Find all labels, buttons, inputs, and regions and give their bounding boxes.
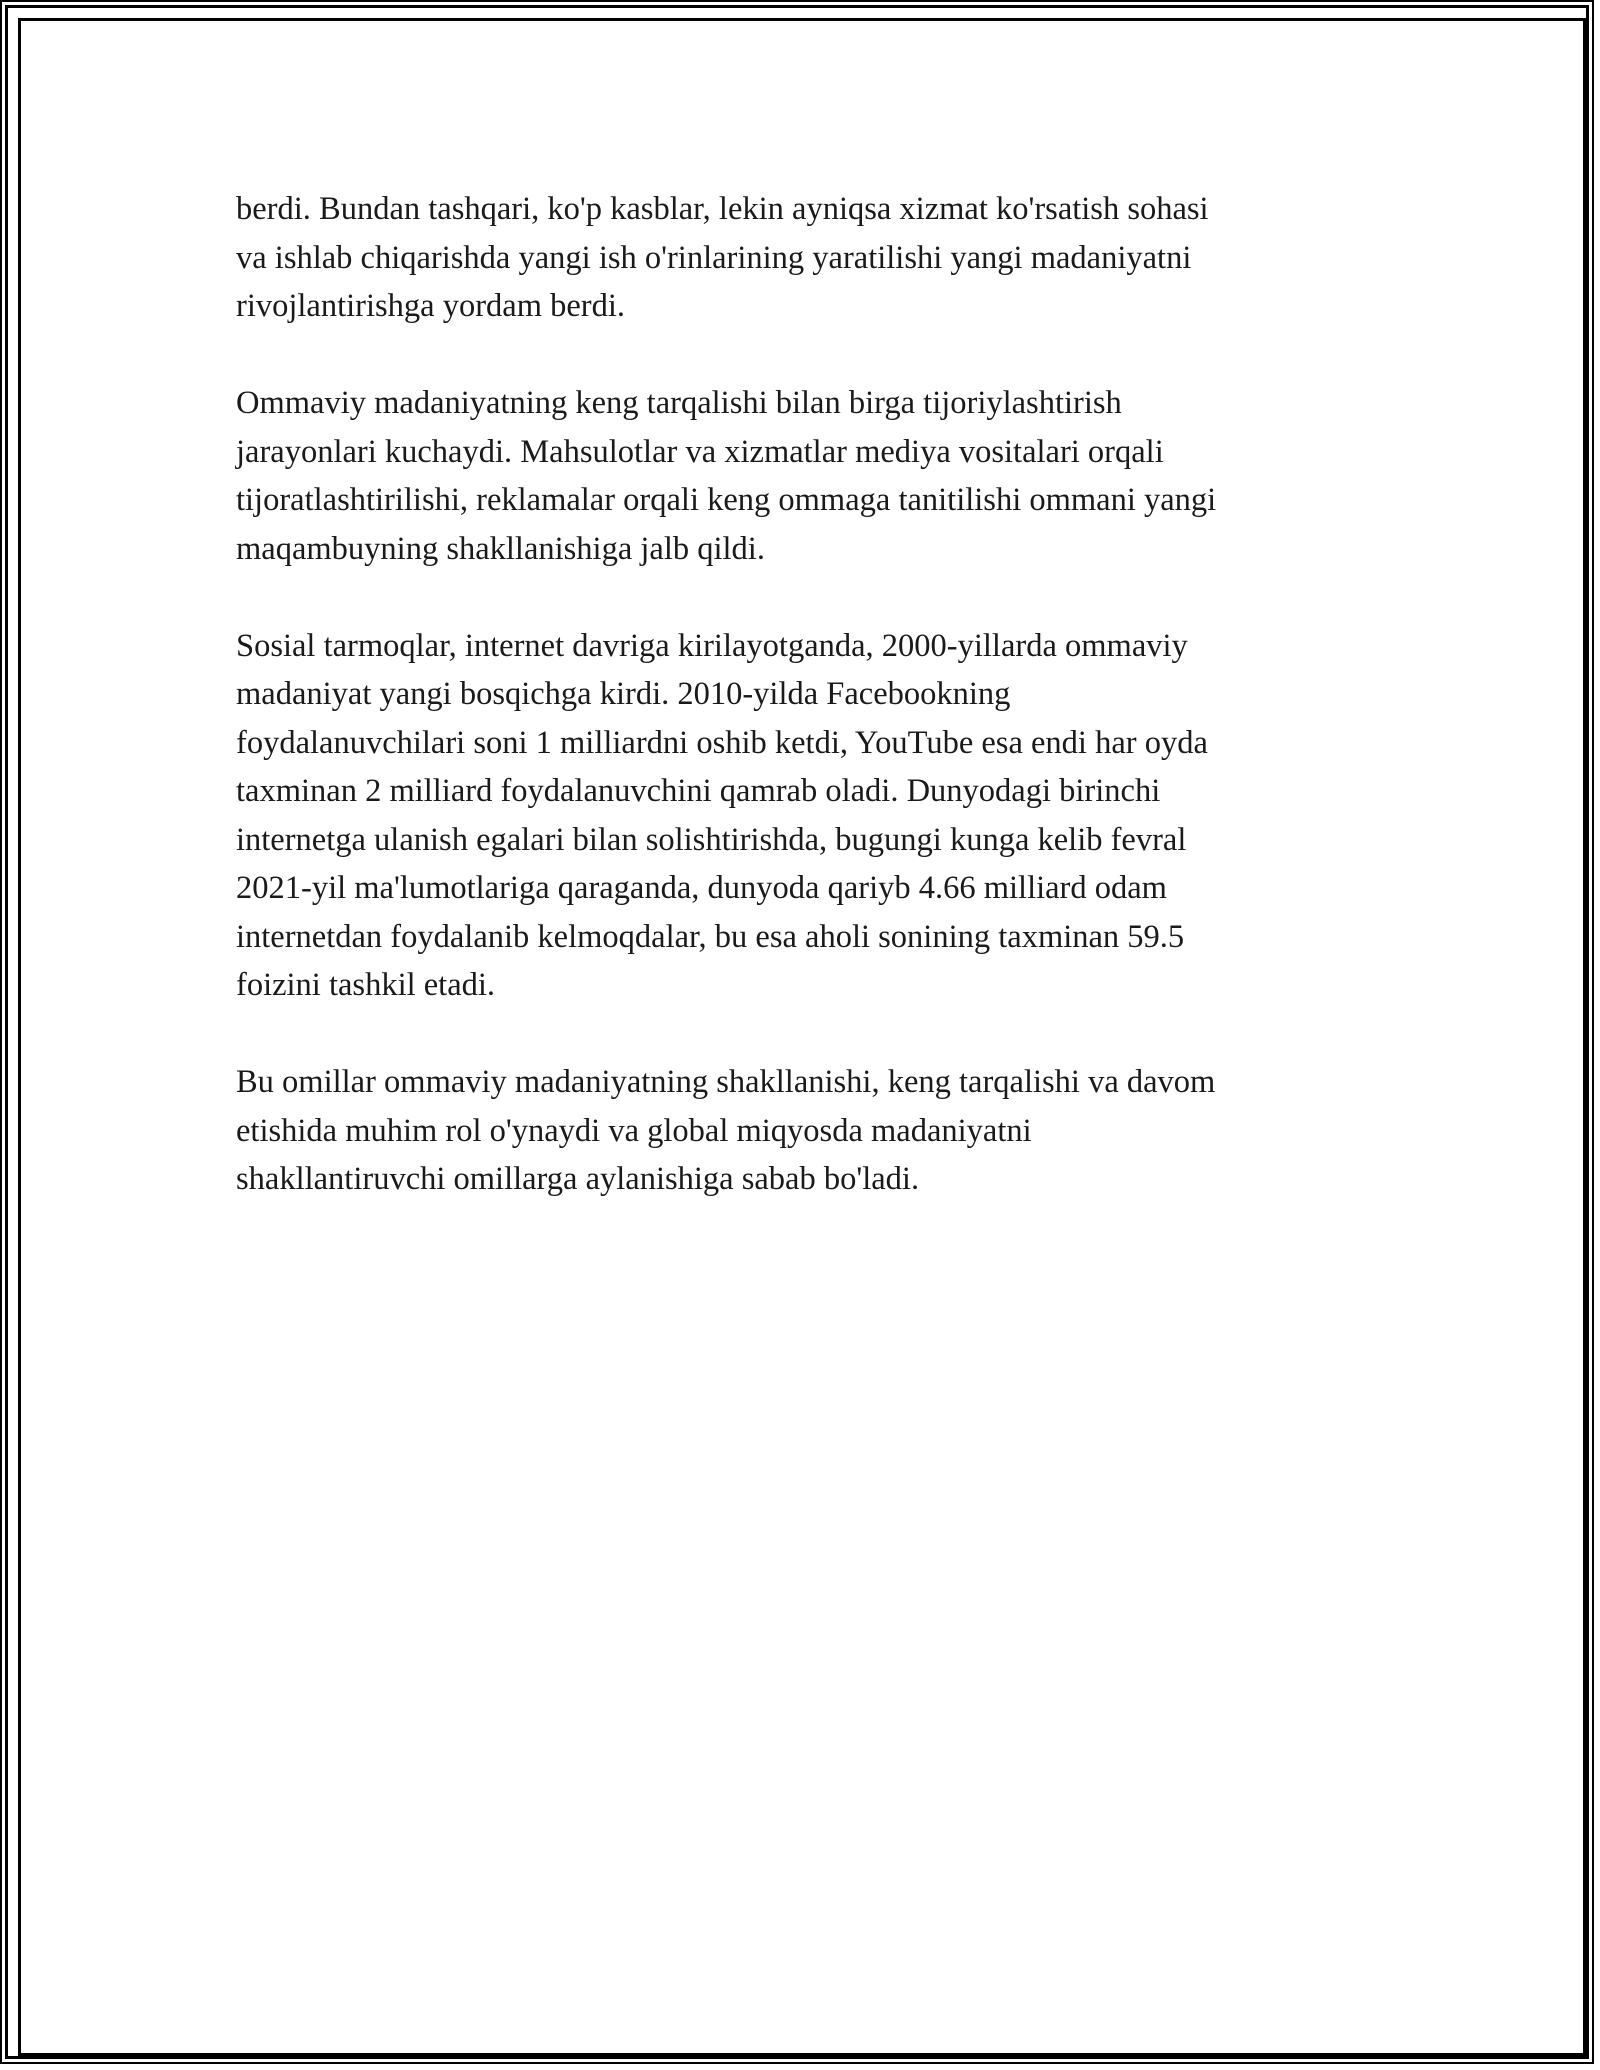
paragraph-4	[236, 1058, 1366, 1204]
text-line: foizini tashkil etadi.	[236, 967, 496, 1003]
text-line: rivojlantirishga yordam berdi.	[236, 288, 626, 324]
text-line: tijoratlashtirilishi, reklamalar orqali keng ommaga tanitilishi ommani yangi	[236, 482, 1217, 518]
text-line: va ishlab chiqarishda yangi ish o'rinlarining yaratilishi yangi madaniyatni	[236, 239, 1192, 276]
text-line: shakllantiruvchi omillarga aylanishiga sabab bo'ladi.	[236, 1161, 920, 1197]
text-line: berdi. Bundan tashqari, ko'p kasblar, lekin ayniqsa xizmat ko'rsatish sohasi	[236, 191, 1209, 227]
paragraph-1	[236, 185, 1366, 331]
text-line: etishida muhim rol o'ynaydi va global miqyosda madaniyatni	[236, 1112, 1032, 1149]
paragraph-2	[236, 379, 1366, 573]
text-line: internetga ulanish egalari bilan solishtirishda, bugungi kunga kelib fevral	[236, 821, 1187, 858]
document-body	[236, 185, 1366, 1252]
text-line: 2021-yil ma'lumotlariga qaraganda, dunyoda qariyb 4.66 milliard odam	[236, 870, 1167, 906]
paragraph-3	[236, 622, 1366, 1010]
text-line: maqambuyning shakllanishiga jalb qildi.	[236, 530, 765, 567]
text-line: Sosial tarmoqlar, internet davriga kirilayotganda, 2000-yillarda ommaviy	[236, 627, 1188, 664]
text-line: jarayonlari kuchaydi. Mahsulotlar va xizmatlar mediya vositalari orqali	[236, 433, 1164, 470]
text-line: taxminan 2 milliard foydalanuvchini qamrab oladi. Dunyodagi birinchi	[236, 773, 1161, 809]
text-line: Bu omillar ommaviy madaniyatning shakllanishi, keng tarqalishi va davom	[236, 1064, 1216, 1100]
text-line: foydalanuvchilari soni 1 milliardni oshib ketdi, YouTube esa endi har oyda	[236, 724, 1208, 761]
text-line: madaniyat yangi bosqichga kirdi. 2010-yilda Facebookning	[236, 676, 1011, 712]
text-line: internetdan foydalanib kelmoqdalar, bu esa aholi sonining taxminan 59.5	[236, 918, 1185, 955]
text-line: Ommaviy madaniyatning keng tarqalishi bilan birga tijoriylashtirish	[236, 385, 1122, 421]
